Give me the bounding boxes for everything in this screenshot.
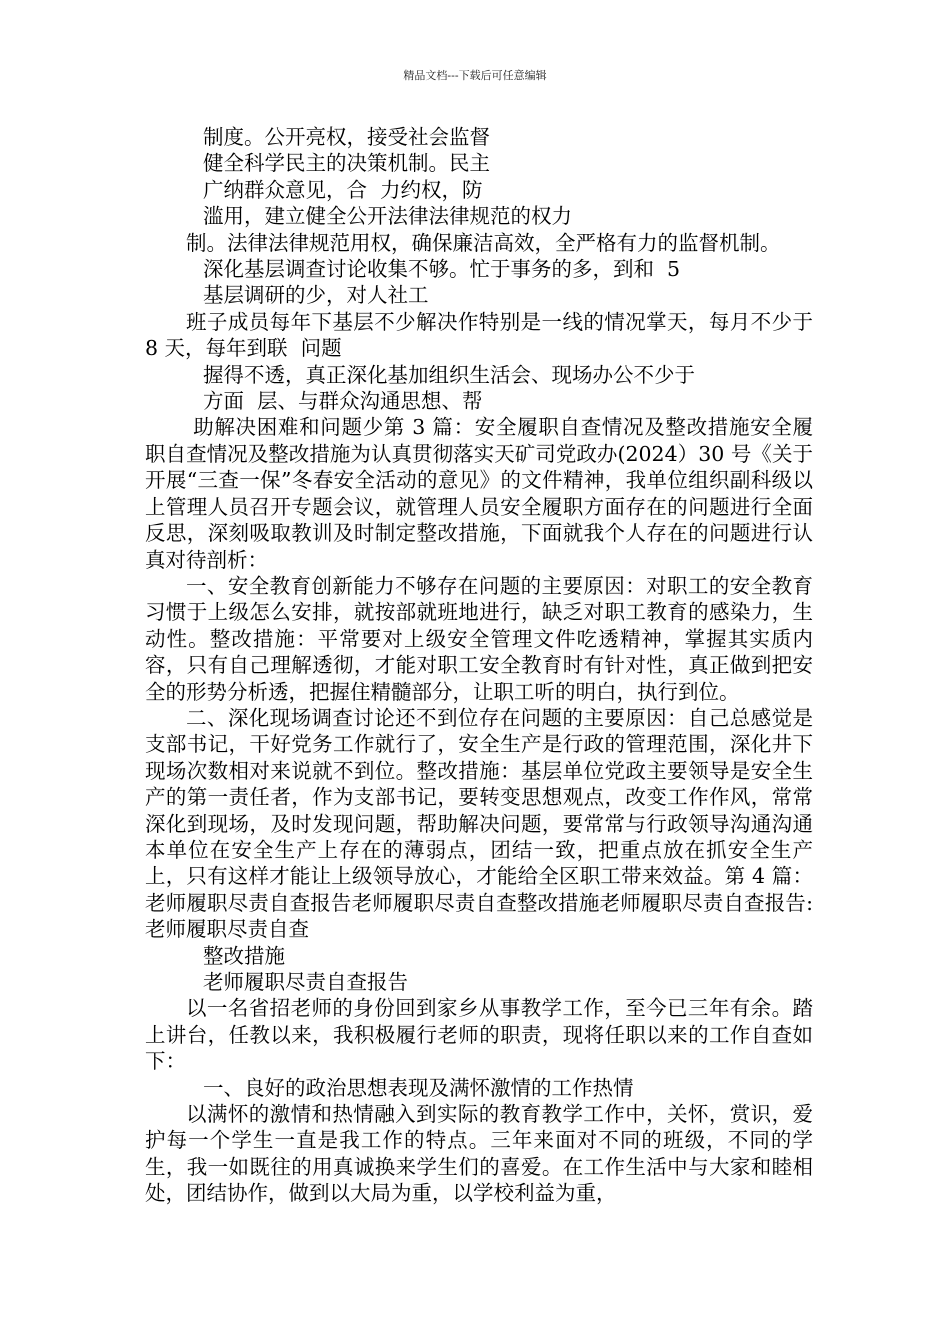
paragraph: 广纳群众意见，合 力约权，防 <box>203 177 483 202</box>
paragraph: 助解决困难和问题少第 3 篇：安全履职自查情况及整改措施安全履职自查情况及整改措施为认真贯彻落实天矿司党政办(2024）30 号《关于开展“三查一保”冬春安全活动的意见》的文件精神，我单位组织副科级以上管理人员召开专题会议，就管理人员安全履职方面存在的问题进行全面反思，深刻吸取教训及时制定整改措施，下面就我个人存在的问题进行认真对待剖析： <box>145 415 813 572</box>
paragraph: 制度。公开亮权，接受社会监督 <box>203 125 490 149</box>
paragraph: 基层调研的少，对人社工 <box>203 283 429 308</box>
paragraph: 班子成员每年下基层不少解决作特别是一线的情况掌天，每月不少于 8 天，每年到联 问题 <box>145 309 820 361</box>
paragraph: 握得不透，真正深化基加组织生活会、现场办公不少于 <box>203 362 695 387</box>
paragraph: 深化基层调查讨论收集不够。忙于事务的多，到和 5 <box>203 257 681 282</box>
paragraph: 以满怀的激情和热情融入到实际的教育教学工作中，关怀，赏识，爱护每一个学生一直是我工作的特点。三年来面对不同的班级，不同的学生，我一如既往的用真诚换来学生们的喜爱。在工作生活中与大家和睦相处，团结协作，做到以大局为重，以学校利益为重， <box>145 1102 813 1206</box>
paragraph: 制。法律法律规范用权，确保廉洁高效，全严格有力的监督机制。 <box>186 230 781 255</box>
paragraph: 整改措施 <box>203 943 285 968</box>
paragraph: 以一名省招老师的身份回到家乡从事教学工作，至今已三年有余。踏上讲台，任教以来，我积极履行老师的职责，现将任职以来的工作自查如下： <box>145 996 813 1074</box>
page-header: 精品文档---下载后可任意编辑 <box>403 69 547 82</box>
paragraph: 滥用，建立健全公开法律法律规范的权力 <box>203 204 572 229</box>
paragraph: 一、良好的政治思想表现及满怀激情的工作热情 <box>203 1075 634 1100</box>
paragraph: 一、安全教育创新能力不够存在问题的主要原因：对职工的安全教育习惯于上级怎么安排，就按部就班地进行，缺乏对职工教育的感染力，生动性。整改措施：平常要对上级安全管理文件吃透精神，掌握其实质内容，只有自己理解透彻，才能对职工安全教育时有针对性，真正做到把安全的形势分析透，把握住精髓部分，让职工听的明白，执行到位。 <box>145 573 813 704</box>
paragraph: 二、深化现场调查讨论还不到位存在问题的主要原因：自己总感觉是支部书记，干好党务工作就行了，安全生产是行政的管理范围，深化井下现场次数相对来说就不到位。整改措施：基层单位党政主要领导是安全生产的第一责任者，作为支部书记，要转变思想观点，改变工作作风，常常深化到现场，及时发现问题，帮助解决问题，要常常与行政领导沟通沟通本单位在安全生产上存在的薄弱点，团结一致，把重点放在抓安全生产上，只有这样才能让上级领导放心，才能给全区职工带来效益。第 4 篇：老师履职尽责自查报告老师履职尽责自查整改措施老师履职尽责自查报告:老师履职尽责自查 <box>145 705 813 942</box>
paragraph: 老师履职尽责自查报告 <box>203 970 408 994</box>
paragraph: 方面 层、与群众沟通思想、帮 <box>203 389 483 414</box>
document-body <box>145 124 820 1207</box>
paragraph: 健全科学民主的决策机制。民主 <box>203 151 490 176</box>
